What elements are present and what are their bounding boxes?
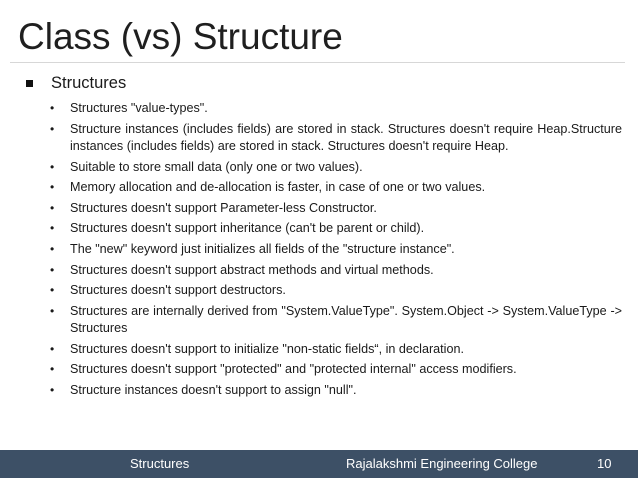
bullet-point: [46, 382, 622, 399]
bullet-text: Structures doesn't support "protected" and "protected internal" access modifiers.: [70, 362, 517, 377]
bullet-point: [46, 241, 622, 258]
bullet-text: The "new" keyword just initializes all fields of the "structure instance".: [70, 241, 455, 256]
bullet-point: [46, 361, 622, 378]
section-heading: [26, 72, 626, 94]
bullet-dot-icon: •: [50, 159, 55, 174]
slide-title: Class (vs) Structure: [18, 16, 343, 57]
bullet-dot-icon: •: [50, 382, 55, 397]
bullet-text: Suitable to store small data (only one or two values).: [70, 159, 363, 174]
bullet-text: Memory allocation and de-allocation is faster, in case of one or two values.: [70, 180, 486, 195]
section-label: Structures: [51, 73, 127, 92]
bullet-dot-icon: •: [50, 221, 55, 236]
bullet-dot-icon: •: [50, 241, 55, 256]
bullet-point: [46, 282, 622, 299]
bullet-point: [46, 121, 622, 156]
title-divider: [10, 62, 625, 63]
bullet-dot-icon: •: [50, 121, 55, 136]
bullet-dot-icon: •: [50, 180, 55, 195]
bullet-point: [46, 179, 622, 196]
bullet-dot-icon: •: [50, 341, 55, 356]
bullet-dot-icon: •: [50, 200, 55, 215]
footer-topic: Structures: [130, 456, 190, 471]
bullet-dot-icon: •: [50, 101, 55, 115]
bullet-text: Structures doesn't support destructors.: [70, 283, 286, 298]
bullet-text: Structures "value-types".: [70, 101, 208, 115]
square-bullet-icon: [26, 80, 33, 87]
bullet-point: [46, 220, 622, 237]
bullet-point: [46, 100, 622, 117]
bullet-text: Structures doesn't support Parameter-less Constructor.: [70, 200, 377, 215]
bullet-text: Structures doesn't support inheritance (can't be parent or child).: [70, 221, 425, 236]
bullet-point: [46, 159, 622, 176]
structures-section: [26, 72, 626, 403]
bullet-dot-icon: •: [50, 303, 55, 318]
slide-footer: [0, 450, 638, 478]
bullet-text: Structures are internally derived from "System.ValueType". System.Object -> System.ValueType -> Structures: [70, 303, 622, 336]
bullet-point: [46, 341, 622, 358]
bullet-text: Structures doesn't support to initialize "non-static fields“, in declaration.: [70, 341, 464, 356]
page-number: 10: [597, 456, 612, 471]
bullet-dot-icon: •: [50, 283, 55, 298]
bullet-list: [46, 100, 622, 399]
bullet-dot-icon: •: [50, 362, 55, 377]
bullet-point: [46, 303, 622, 338]
bullet-text: Structures doesn't support abstract methods and virtual methods.: [70, 262, 434, 277]
bullet-text: Structure instances (includes fields) are stored in stack. Structures doesn't require Heap.Structure instances (includes fields) are stored in stack. Structures doesn't require Heap.: [70, 121, 622, 153]
bullet-text: Structure instances doesn't support to assign "null".: [70, 382, 357, 397]
bullet-point: [46, 200, 622, 217]
bullet-point: [46, 262, 622, 279]
footer-organization: Rajalakshmi Engineering College: [346, 456, 538, 471]
bullet-dot-icon: •: [50, 262, 55, 277]
